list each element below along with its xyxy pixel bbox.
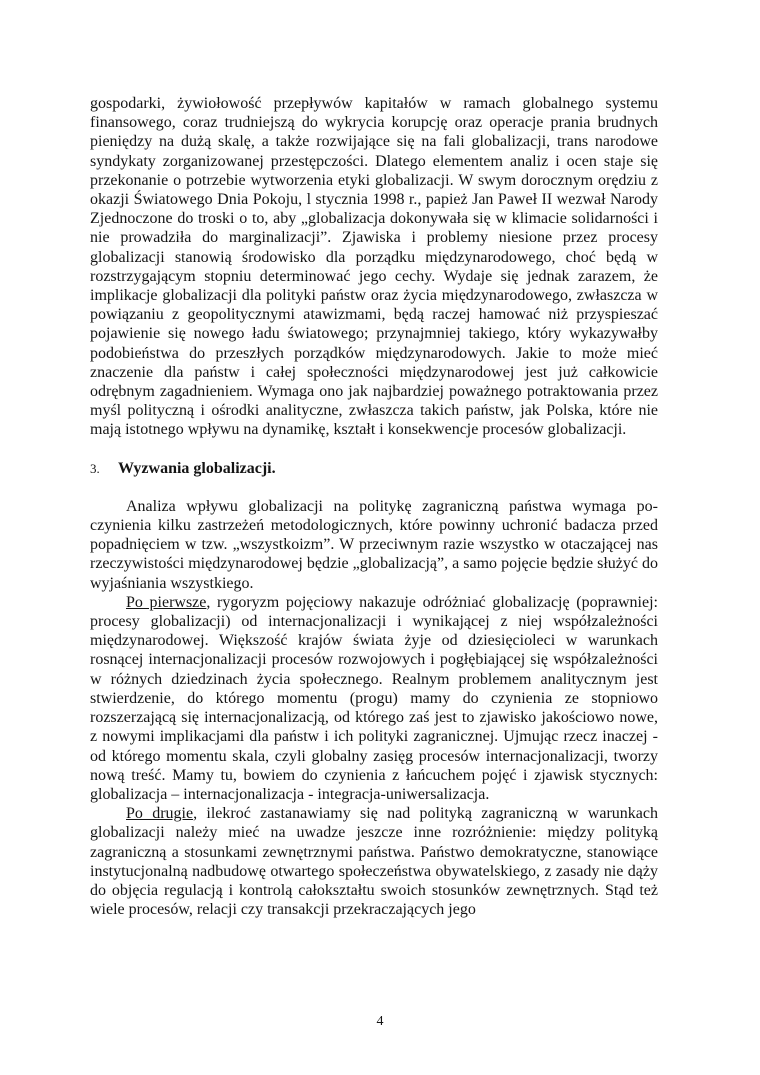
section-heading	[90, 459, 658, 478]
section-number: 3.	[90, 460, 100, 476]
section-title: Wyzwania globalizacji.	[118, 459, 276, 477]
first-point-text: , rygoryzm pojęciowy nakazuje odróżniać globalizację (poprawniej: procesy globalizacji) od internacjonalizacji i wynikającej z niej współzależności międzynarodowej. Większość krajów świata żyje od dziesięcioleci w warunkach rosnącej internacjonalizacji procesów rozwojowych i pogłębiającej się współzależności w różnych dziedzinach życia społecznego. Realnym problemem analitycznym jest stwierdzenie, do którego momentu (progu) mamy do czynienia ze stopniowo rozszerzającą się internacjonalizacją, od którego zaś jest to zjawisko jakościowo nowe, z nowymi implikacjami dla państw i ich polityki zagranicznej. Ujmując rzecz inaczej - od którego momentu skala, czyli globalny zasięg procesów internacjonalizacji, tworzy nową treść. Mamy tu, bowiem do czynienia z łańcuchem pojęć i zjawisk stycznych: globalizacja – internacjonalizacja - integracja-uniwersalizacja.	[90, 593, 658, 803]
page-number: 4	[376, 1014, 384, 1029]
paragraph-globalization-ethics: gospodarki, żywiołowość przepływów kapitałów w ramach globalnego systemu finansowego, coraz trudniejszą do wykrycia korupcję oraz operacje prania brudnych pieniędzy na dużą skalę, a także rozwijające się na fali globalizacji, trans narodowe syndykaty zorganizowanej przestępczości. Dlatego elementem analiz i ocen staje się przekonanie o potrzebie wytworzenia etyki globalizacji. W swym dorocznym orędziu z okazji Światowego Dnia Pokoju, l stycznia 1998 r., papież Jan Paweł II wezwał Narody Zjednoczone do troski o to, aby „globalizacja dokonywała się w klimacie solidarności i nie prowadziła do marginalizacji”. Zjawiska i problemy niesione przez procesy globalizacji stanowią środowisko dla porządku międzynarodowego, choć będą w rozstrzygającym stopniu determinować jego cechy. Wydaje się jednak zarazem, że implikacje globalizacji dla polityki państw oraz życia międzynarodowego, zwłaszcza w powiązaniu z geopolitycznymi atawizmami, będą raczej hamować niż przyspieszać pojawienie się nowego ładu światowego; przynajmniej takiego, który wykazywałby podobieństwa do przeszłych porządków międzynarodowych. Jakie to może mieć znaczenie dla państw i całej społeczności międzynarodowej jest już całkowicie odrębnym zagadnieniem. Wymaga ono jak najbardziej poważnego potraktowania przez myśl polityczną i ośrodki analityczne, zwłaszcza takich państw, jak Polska, które nie mają istotnego wpływu na dynamikę, kształt i konsekwencje procesów globalizacji.	[90, 95, 658, 439]
paragraph-second-point	[90, 804, 658, 919]
document-body	[90, 94, 658, 919]
paragraph-methodological-reservations: Analiza wpływu globalizacji na politykę zagraniczną państwa wymaga poczynienia kilku zastrzeżeń metodologicznych, które powinny uchronić badacza przed popadnięciem w tzw. „wszystkoizm”. W przeciwnym razie wszystko w otaczającej nas rzeczywistości międzynarodowej będzie „globalizacją”, a samo pojęcie będzie służyć do wyjaśniania wszystkiego.	[90, 497, 658, 592]
second-point-text: , ilekroć zastanawiamy się nad polityką zagraniczną w warunkach globalizacji należy mieć na uwadze jeszcze inne rozróżnienie: między polityką zagraniczną a stosunkami zewnętrznymi państwa. Państwo demokratyczne, stanowiące instytucjonalną nadbudowę otwartego społeczeństwa obywatelskiego, z zasady nie dąży do objęcia regulacją i kontrolą całokształtu swoich stosunków zewnętrznych. Stąd też wiele procesów, relacji czy transakcji przekraczających jego	[90, 805, 658, 919]
first-point-lead: Po pierwsze	[126, 593, 207, 611]
paragraph-first-point	[90, 593, 658, 804]
second-point-lead: Po drugie	[126, 805, 194, 823]
